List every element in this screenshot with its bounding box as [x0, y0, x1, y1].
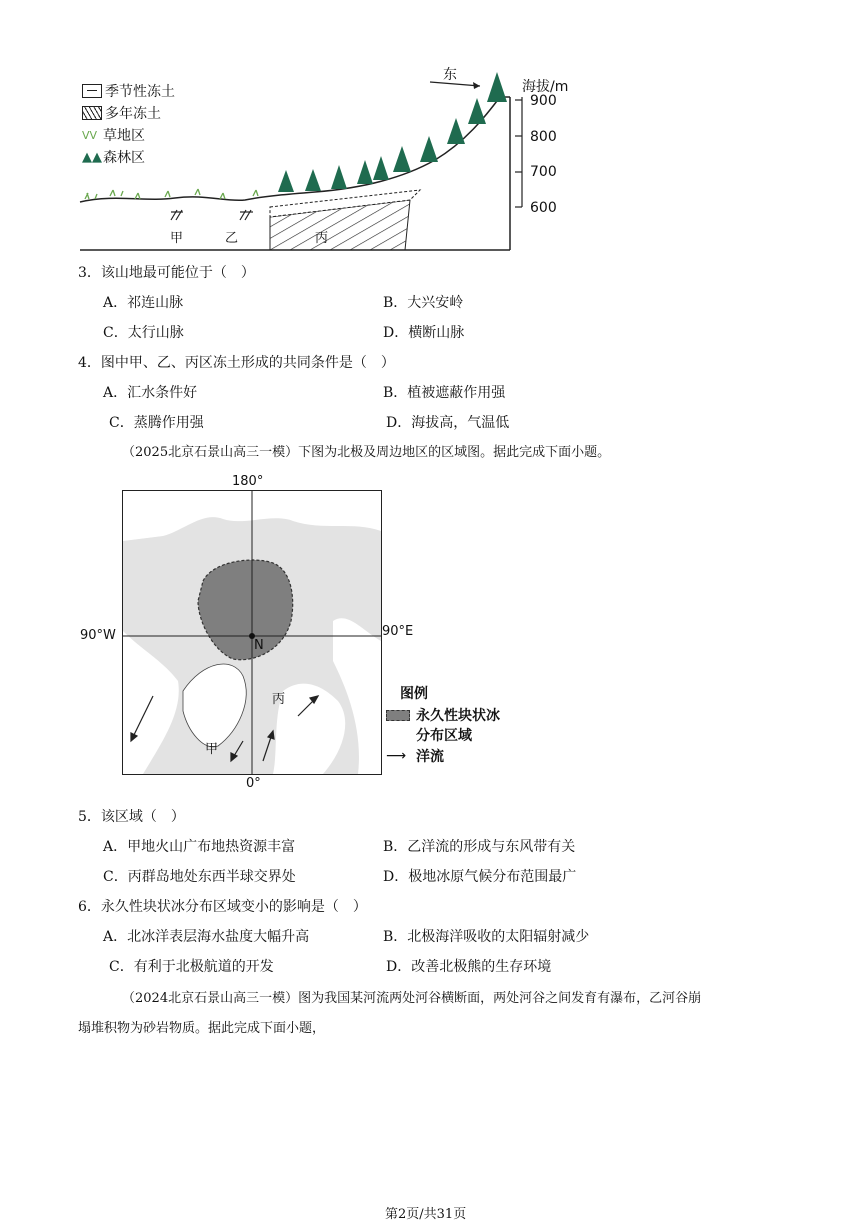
grassland-icon: ᐯᐯ — [82, 128, 98, 142]
permafrost-icon — [82, 106, 102, 120]
tick-900: 900 — [530, 93, 557, 109]
map-legend-title: 图例 — [400, 686, 428, 702]
tick-800: 800 — [530, 129, 557, 145]
tick-600: 600 — [530, 200, 557, 216]
arctic-map-svg — [123, 491, 381, 774]
legend-label-cont: 分布区域 — [416, 728, 472, 744]
map-label-0: 0° — [246, 776, 261, 791]
map-label-bing: 丙 — [272, 692, 286, 707]
map-label-north: N — [254, 638, 264, 653]
marker-yi: 乙 — [225, 231, 239, 246]
q4-stem: 4．图中甲、乙、丙区冻土形成的共同条件是（ ） — [78, 355, 395, 371]
legend-label: 季节性冻土 — [105, 84, 175, 100]
map-label-180: 180° — [232, 474, 264, 489]
legend-item-forest — [82, 146, 175, 168]
q3-stem: 3．该山地最可能位于（ ） — [78, 265, 255, 281]
page-footer: 第2页/共31页 — [385, 1207, 467, 1222]
intro-paragraph-2-line-1: （2024北京石景山高三一模）图为我国某河流两处河谷横断面，两处河谷之间发育有瀑布，乙河谷崩 — [122, 991, 702, 1006]
q4-option-c: C．蒸腾作用强 — [109, 415, 204, 431]
q3-option-c: C．太行山脉 — [103, 325, 184, 341]
q6-option-a: A．北冰洋表层海水盐度大幅升高 — [103, 929, 310, 945]
q6-stem: 6．永久性块状冰分布区域变小的影响是（ ） — [78, 899, 367, 915]
legend-label: 森林区 — [103, 150, 145, 166]
east-label: 东 — [443, 67, 457, 83]
seasonal-frozen-soil-icon — [82, 84, 102, 98]
q5-stem: 5．该区域（ ） — [78, 809, 185, 825]
q4-option-d: D．海拔高，气温低 — [386, 415, 510, 431]
q4-option-b: B．植被遮蔽作用强 — [383, 385, 506, 401]
profile-legend — [82, 80, 175, 168]
elevation-axis-title: 海拔/m — [522, 79, 569, 95]
arrow-right-icon: ⟶ — [386, 748, 407, 764]
ice-region-icon — [386, 710, 410, 721]
legend-label: 草地区 — [103, 128, 145, 144]
legend-label: 多年冻土 — [105, 106, 161, 122]
marker-jia: 甲 — [170, 231, 184, 246]
legend-item-seasonal — [82, 80, 175, 102]
legend-label: 永久性块状冰 — [416, 708, 500, 724]
q3-option-a: A．祁连山脉 — [103, 295, 184, 311]
map-label-90w: 90°W — [80, 628, 116, 643]
q5-option-d: D．极地冰原气候分布范围最广 — [383, 869, 577, 885]
marker-bing: 丙 — [315, 231, 329, 246]
intro-paragraph-2-line-2: 塌堆积物为砂岩物质。据此完成下面小题， — [78, 1021, 326, 1036]
map-legend-current — [386, 745, 500, 767]
q6-option-d: D．改善北极熊的生存环境 — [386, 959, 552, 975]
legend-label: 洋流 — [416, 749, 444, 765]
q5-option-c: C．丙群岛地处东西半球交界处 — [103, 869, 296, 885]
arctic-map — [122, 490, 382, 775]
intro-paragraph-1: （2025北京石景山高三一模）下图为北极及周边地区的区域图。据此完成下面小题。 — [122, 445, 611, 460]
tick-700: 700 — [530, 164, 557, 180]
q4-option-a: A．汇水条件好 — [103, 385, 198, 401]
legend-item-permafrost — [82, 102, 175, 124]
q3-option-d: D．横断山脉 — [383, 325, 465, 341]
q3-option-b: B．大兴安岭 — [383, 295, 464, 311]
q5-option-a: A．甲地火山广布地热资源丰富 — [103, 839, 296, 855]
map-label-90e: 90°E — [382, 624, 414, 639]
map-legend-ice — [386, 705, 500, 725]
map-label-jia: 甲 — [205, 742, 219, 757]
map-legend — [386, 683, 500, 767]
q5-option-b: B．乙洋流的形成与东风带有关 — [383, 839, 576, 855]
q6-option-b: B．北极海洋吸收的太阳辐射减少 — [383, 929, 590, 945]
legend-item-grass — [82, 124, 175, 146]
q6-option-c: C．有利于北极航道的开发 — [109, 959, 274, 975]
forest-icon: ▲▲ — [82, 149, 102, 165]
